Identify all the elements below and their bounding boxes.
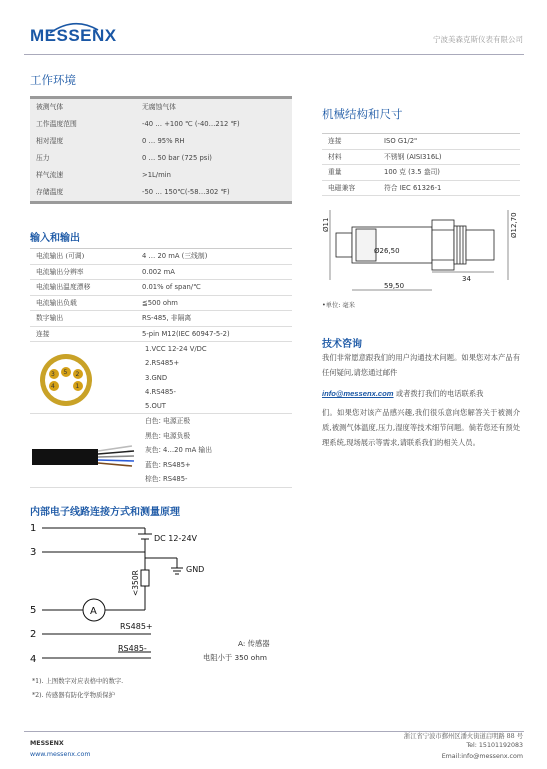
table-row [30,99,292,116]
pin-label: 5 [63,369,68,376]
table-row [30,133,292,150]
table-row [30,116,292,133]
dim-d12: Ø12,70 [510,212,518,238]
email-link[interactable]: info@messenx.com [322,389,394,398]
company-logo: MESSENX [30,26,117,45]
contact-email-line [322,386,520,401]
row-key: 电流输出分辨率 [36,267,84,276]
row-value: 0 … 50 bar (725 psi) [142,154,212,162]
table-row [322,165,520,181]
pin-item: 4.RS485- [145,387,176,396]
row-value: 5-pin M12(IEC 60947-5-2) [142,329,230,338]
dim-l34: 34 [462,275,471,283]
row-key: 数字输出 [36,314,64,322]
company-name: 宁波美森克斯仪表有限公司 [433,35,523,44]
table-row [30,249,292,265]
legend-resistor: 电阻小于 350 ohm [203,653,267,662]
pin-label: 3 [51,371,55,378]
circuit-title: 内部电子线路连接方式和测量原理 [30,507,180,518]
row-value: 不锈钢 (AISI316L) [384,152,442,161]
legend-sensor: A: 传感器 [238,639,270,648]
row-key: 被测气体 [36,103,64,111]
contact-text [322,350,520,380]
row-key: 电流输出温度漂移 [36,283,91,291]
cable-icon [32,441,136,471]
row-key: 工作温度范围 [36,120,77,128]
wire-item: 棕色: RS485- [145,475,188,484]
table-row [30,265,292,281]
table-row [322,181,520,197]
rs485p-label: RS485+ [120,622,153,631]
row-value: 符合 IEC 61326-1 [384,183,442,192]
node-label: 2 [30,629,37,640]
contact-para: 我们非常愿意跟我们的用户沟通技术问题。如果您对本产品有任何疑问,请您通过邮件 [322,353,520,377]
row-key: 连接 [328,137,342,145]
row-value: RS-485, 非隔离 [142,314,192,322]
dim-d11: Ø11 [322,217,330,232]
footer-brand: MESSENX [30,740,64,747]
pin-item: 2.RS485+ [145,359,180,368]
rs485m-label: RS485- [118,644,147,653]
unit-note: •单位: 毫米 [322,302,356,309]
node-label: 1 [30,523,37,534]
row-key: 连接 [36,329,50,338]
table-row [30,167,292,184]
row-key: 电流输出负载 [36,298,77,307]
header-divider [24,54,524,55]
footer-address: 浙江省宁波市鄞州区潘火街道启明路 88 号 [403,733,523,740]
table-row [322,150,520,166]
wire-item: 灰色: 4…20 mA 输出 [145,446,212,455]
pin-label: 4 [51,383,55,390]
env-title: 工作环境 [30,73,76,87]
pin-item: 5.OUT [145,402,166,411]
footer-tel: Tel: 15101192083 [466,742,523,749]
table-row [30,280,292,296]
row-key: 重量 [328,168,342,176]
row-value: ISO G1/2" [384,137,418,145]
env-table [30,96,292,204]
footer-site[interactable]: www.messenx.com [30,751,91,758]
gnd-label: GND [186,565,205,574]
row-value: 0 … 95% RH [142,137,185,145]
io-title: 输入和输出 [30,233,80,244]
row-key: 相对湿度 [36,137,64,145]
row-key: 材料 [328,152,342,161]
ammeter-label: A [90,606,97,617]
node-label: 5 [30,605,37,616]
row-value: >1L/min [142,171,171,179]
divider [30,487,292,488]
wire-list [145,414,212,487]
table-row [322,134,520,150]
row-value: -40 … +100 ℃ (-40…212 ℉) [142,120,240,128]
pin-item: 1.VCC 12-24 V/DC [145,345,207,353]
io-table [30,248,292,342]
mech-title: 机械结构和尺寸 [322,107,403,121]
mechanical-drawing [322,200,522,296]
wire-item: 蓝色: RS485+ [145,460,191,469]
table-row [30,184,292,201]
node-label: 3 [30,547,37,558]
mech-table [322,133,520,196]
wire-item: 白色: 电源正极 [145,417,191,425]
m12-connector-icon [38,352,94,408]
row-key: 存储温度 [36,188,64,196]
dim-d26: Ø26,50 [374,247,400,255]
footnote: *1). 上图数字对应表格中的数字. [32,678,124,685]
row-value: 0.01% of span/℃ [142,283,201,291]
row-key: 压力 [36,154,50,162]
row-value: -50 … 150℃(-58…302 ℉) [142,188,230,196]
footnote: *2). 传感器有防化学物质保护 [32,692,115,699]
node-label: 4 [30,654,37,665]
pin-list [145,342,207,413]
resistor-label: <350R [131,570,140,596]
pin-label: 2 [75,371,80,378]
row-key: 电流输出 (可调) [36,252,85,260]
row-value: 0.002 mA [142,267,175,276]
contact-para: 们。如果您对该产品感兴趣,我们很乐意向您解答关于被测介质,被测气体温度,压力,湿度等技术细节问题。倘若您还有预处理系统,现场展示等需求,请联系我们的相关人员。 [322,408,520,447]
dc-label: DC 12-24V [154,534,198,543]
row-value: 无腐蚀气体 [142,103,176,111]
table-row [30,150,292,167]
table-row [30,296,292,312]
dim-l59: 59,50 [384,282,405,290]
pin-item: 3.GND [145,373,168,382]
contact-text-2 [322,405,520,450]
row-key: 电磁兼容 [328,183,356,192]
row-key: 样气流速 [36,171,64,179]
wire-item: 黑色: 电源负极 [145,431,191,440]
row-value: ≦500 ohm [142,298,178,307]
row-value: 4 … 20 mA (三线制) [142,252,208,260]
footer-email[interactable]: Email:info@messenx.com [441,753,523,760]
contact-title: 技术咨询 [322,339,362,350]
table-row [30,311,292,327]
contact-para: 或者拨打我们的电话联系我 [393,389,484,398]
row-value: 100 克 (3.5 盎司) [384,168,440,176]
pin-label: 1 [75,383,80,390]
